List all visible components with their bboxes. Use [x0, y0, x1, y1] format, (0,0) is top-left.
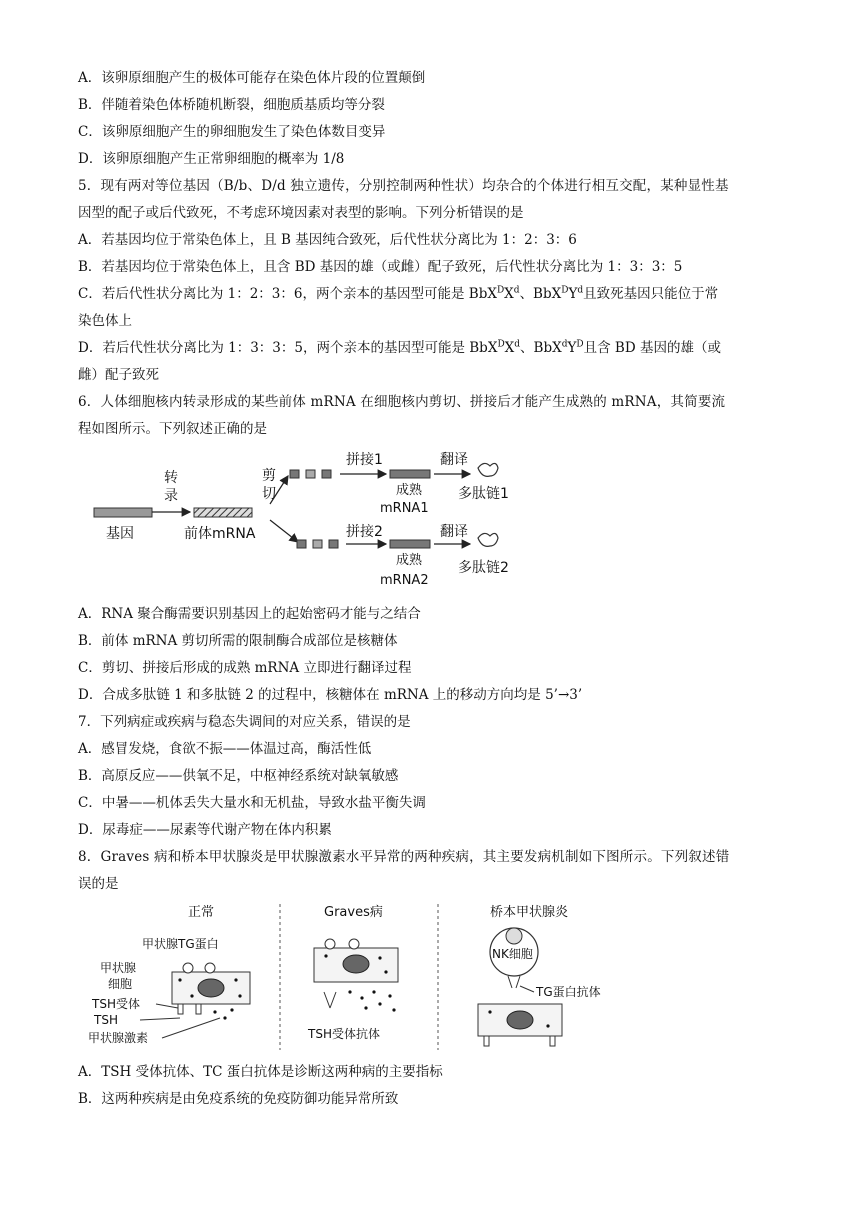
fragments-1 [290, 470, 331, 478]
translate-label-2: 翻译 [440, 524, 468, 540]
q4-option-b: B．伴随着染色体桥随机断裂，细胞质基质均等分裂 [78, 97, 385, 113]
label-thyroid-cell-1: 甲状腺 [100, 961, 137, 975]
q8-stem-line1: 8．Graves 病和桥本甲状腺炎是甲状腺激素水平异常的两种疾病，其主要发病机制如下图所示。下列叙述错 [78, 849, 730, 865]
q5-option-c-line2: 染色体上 [78, 313, 132, 329]
translate-label-1: 翻译 [440, 452, 468, 468]
q6-option-c: C．剪切、拼接后形成的成熟 mRNA 立即进行翻译过程 [78, 660, 412, 676]
q5-c-post: 且致死基因只能位于常 [583, 286, 719, 302]
q5-c-sup3: D [561, 285, 569, 296]
cut-label-1: 剪 [262, 468, 276, 484]
peptide-label-1: 多肽链1 [458, 486, 509, 502]
q5-c-sup1: D [496, 285, 505, 296]
q5-option-c [78, 286, 718, 302]
q6-stem-line1: 6．人体细胞核内转录形成的某些前体 mRNA 在细胞核内剪切、拼接后才能产生成熟的 mRNA，其简要流 [78, 394, 726, 410]
gene-bar [94, 508, 152, 517]
graves-thyroid-cell [314, 939, 398, 982]
q4-option-a: A．该卵原细胞产生的极体可能存在染色体片段的位置颠倒 [78, 70, 426, 86]
q7-option-d: D．尿毒症——尿素等代谢产物在体内积累 [78, 822, 332, 838]
q5-c-mid: 、BbX [519, 286, 562, 302]
q5-option-d [78, 340, 721, 356]
q7-option-c: C．中暑——机体丢失大量水和无机盐，导致水盐平衡失调 [78, 795, 426, 811]
tsh-receptor-antibody-icon [324, 992, 336, 1008]
q8-option-b: B．这两种疾病是由免疫系统的免疫防御功能异常所致 [78, 1091, 399, 1107]
q5-option-d-line2: 雌）配子致死 [78, 367, 159, 383]
q5-option-a: A．若基因均位于常染色体上，且 B 基因纯合致死，后代性状分离比为 1：2：3：6 [78, 232, 577, 248]
q5-d-pre: D．若后代性状分离比为 1：3：3：5，两个亲本的基因型可能是 BbX [78, 340, 498, 356]
label-tg-protein: 甲状腺TG蛋白 [142, 937, 219, 951]
q5-d-sup2: d [514, 339, 521, 350]
cut-arrow-down [270, 520, 298, 542]
q5-c-sup2: d [513, 285, 520, 296]
thyroid-disease-figure [80, 900, 640, 1058]
label-tsh: TSH [94, 1013, 118, 1027]
q5-d-y: Y [567, 340, 577, 356]
panel-normal-title: 正常 [188, 905, 215, 920]
q5-d-x: X [504, 340, 515, 356]
label-thyroid-hormone: 甲状腺激素 [88, 1031, 149, 1045]
normal-thyroid-cell [172, 963, 250, 1004]
mature-label-1a: 成熟 [396, 483, 423, 498]
transcribe-label-1: 转 [164, 470, 178, 486]
fragments-2 [297, 540, 338, 548]
cut-label-2: 切 [262, 486, 276, 502]
mrna-splicing-figure [84, 446, 536, 596]
q5-stem-line1: 5．现有两对等位基因（B/b、D/d 独立遗传，分别控制两种性状）均杂合的个体进行相互交配，某种显性基 [78, 178, 729, 194]
mature-mrna-1-bar [390, 470, 430, 478]
leader-hormone [162, 1018, 220, 1038]
label-tsh-receptor: TSH受体 [92, 997, 140, 1011]
q4-option-c: C．该卵原细胞产生的卵细胞发生了染色体数目变异 [78, 124, 386, 140]
q5-d-sup4: D [576, 339, 584, 350]
polypeptide-2-icon [478, 533, 498, 546]
graves-hormone-dots [348, 990, 395, 1011]
q6-option-d: D．合成多肽链 1 和多肽链 2 的过程中，核糖体在 mRNA 上的移动方向均是 5’→3’ [78, 687, 583, 703]
mature-label-1b: mRNA1 [380, 501, 429, 516]
q5-stem-line2: 因型的配子或后代致死，不考虑环境因素对表型的影响。下列分析错误的是 [78, 205, 524, 221]
transcribe-label-2: 录 [164, 488, 178, 504]
q6-option-a: A．RNA 聚合酶需要识别基因上的起始密码才能与之结合 [78, 606, 421, 622]
q5-c-y: Y [568, 286, 578, 302]
q5-d-mid: 、BbX [520, 340, 562, 356]
mature-label-2a: 成熟 [396, 553, 423, 568]
q8-option-a: A．TSH 受体抗体、TC 蛋白抗体是诊断这两种病的主要指标 [78, 1064, 443, 1080]
leader-receptor [156, 1004, 178, 1008]
peptide-label-2: 多肽链2 [458, 560, 509, 576]
q5-c-sup4: d [577, 285, 584, 296]
polypeptide-1-icon [478, 463, 498, 476]
mature-mrna-2-bar [390, 540, 430, 548]
tg-antibody-icon [508, 976, 520, 988]
q4-option-d: D．该卵原细胞产生正常卵细胞的概率为 1/8 [78, 151, 345, 167]
q7-option-b: B．高原反应——供氧不足，中枢神经系统对缺氧敏感 [78, 768, 399, 784]
hashimoto-thyroid-cell [478, 1004, 562, 1046]
splice-label-2: 拼接2 [346, 524, 383, 540]
q5-d-post: 且含 BD 基因的雄（或 [583, 340, 721, 356]
gene-label: 基因 [106, 526, 134, 542]
pre-mrna-bar [194, 508, 252, 517]
q6-option-b: B．前体 mRNA 剪切所需的限制酶合成部位是核糖体 [78, 633, 398, 649]
normal-tsh-receptors [178, 1004, 201, 1014]
label-tsh-receptor-antibody: TSH受体抗体 [308, 1027, 380, 1041]
pre-mrna-label: 前体mRNA [184, 526, 256, 542]
q5-c-pre: C．若后代性状分离比为 1：2：3：6，两个亲本的基因型可能是 BbX [78, 286, 497, 302]
normal-hormone-dots [213, 1008, 233, 1019]
label-nk-cell: NK细胞 [492, 947, 533, 961]
q5-option-b: B．若基因均位于常染色体上，且含 BD 基因的雄（或雌）配子致死，后代性状分离比为 1：3：3：5 [78, 259, 683, 275]
mature-label-2b: mRNA2 [380, 573, 429, 588]
q8-stem-line2: 误的是 [78, 876, 119, 892]
panel-hashimoto-title: 桥本甲状腺炎 [490, 905, 569, 920]
leader-tg-antibody [520, 986, 534, 992]
splice-label-1: 拼接1 [346, 452, 383, 468]
q6-stem-line2: 程如图所示。下列叙述正确的是 [78, 421, 267, 437]
label-tg-antibody: TG蛋白抗体 [536, 985, 601, 999]
q7-stem: 7．下列病症或疾病与稳态失调间的对应关系，错误的是 [78, 714, 411, 730]
q7-option-a: A．感冒发烧，食欲不振——体温过高，酶活性低 [78, 741, 372, 757]
panel-graves-title: Graves病 [324, 905, 383, 920]
q5-d-sup1: D [497, 339, 505, 350]
q5-d-sup3: d [561, 339, 568, 350]
label-thyroid-cell-2: 细胞 [108, 977, 133, 991]
q5-c-x: X [504, 286, 514, 302]
leader-tsh [140, 1018, 180, 1020]
